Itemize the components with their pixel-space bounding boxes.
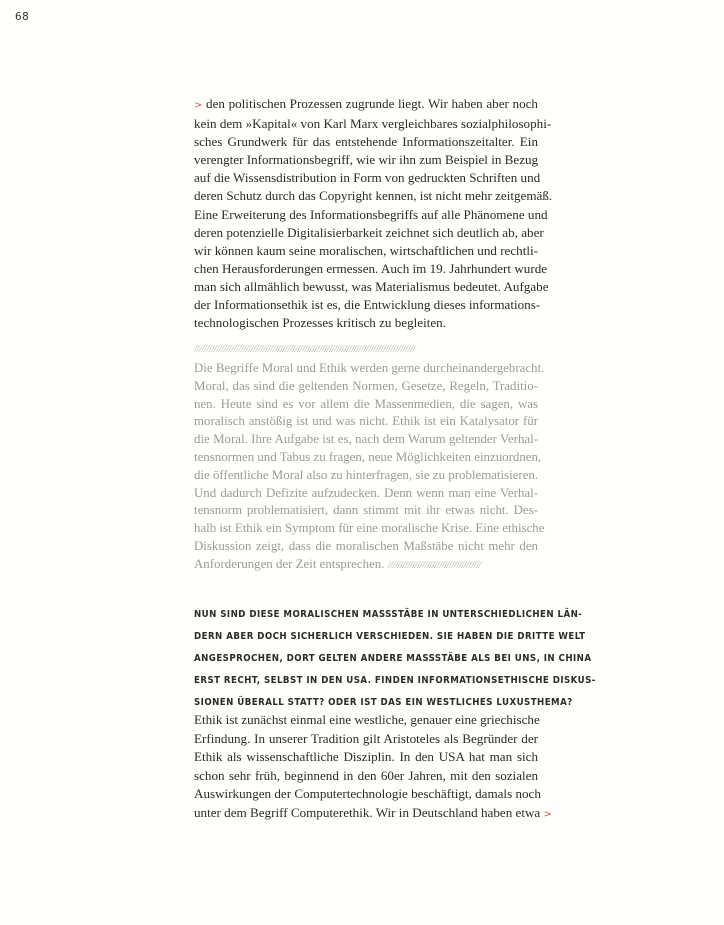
text-line: wir können kaum seine moralischen, wirtschaftlichen und rechtli- [194, 242, 538, 258]
text-line: chen Herausforderungen ermessen. Auch im 19. Jahrhundert wurde [194, 260, 548, 276]
text-line: auf die Wissensdistribution in Form von gedruckten Schriften und [194, 170, 541, 186]
text-line: schon sehr früh, beginnend in den 60er Jahren, mit den sozialen [194, 767, 538, 783]
quote-line: nen. Heute sind es vor allem die Massenmedien, die sagen, was [194, 396, 538, 411]
question-line: DERN ABER DOCH SICHERLICH VERSCHIEDEN. SIE HABEN DIE DRITTE WELT [194, 631, 586, 642]
question-line: NUN SIND DIESE MORALISCHEN MASSSTÄBE IN UNTERSCHIEDLICHEN LÄN- [194, 609, 583, 620]
quote-line [194, 556, 538, 575]
pull-quote [194, 343, 545, 575]
hatch-divider-end: ////////////////////////////////////// [387, 558, 481, 571]
text-line: kein dem »Kapital« von Karl Marx vergleichbares sozialphilosophi- [194, 116, 552, 132]
text-line: deren potenzielle Digitalisierbarkeit zeichnet sich deutlich ab, aber [194, 224, 544, 240]
continuation-arrow-icon: > [543, 808, 552, 820]
text-line-content: unter dem Begriff Computerethik. Wir in Deutschland haben etwa [194, 804, 541, 820]
text-line: Erfindung. In unserer Tradition gilt Aristoteles als Begründer der [194, 730, 538, 746]
quote-line: Diskussion zeigt, dass die moralischen Maßstäbe nicht mehr den [194, 538, 538, 553]
text-line: verengter Informationsbegriff, wie wir ihn zum Beispiel in Bezug [194, 152, 539, 168]
answer-paragraph [194, 711, 552, 825]
quote-line: die Moral. Ihre Aufgabe ist es, nach dem Warum geltender Verhal- [194, 432, 538, 447]
question-line: ANGESPROCHEN, DORT GELTEN ANDERE MASSSTÄBE ALS BEI UNS, IN CHINA [194, 653, 592, 664]
text-line: Auswirkungen der Computertechnologie beschäftigt, damals noch [194, 786, 541, 802]
quote-line: halb ist Ethik ein Symptom für eine moralische Krise. Eine ethische [194, 521, 545, 536]
text-line: Ethik ist zunächst einmal eine westliche, genauer eine griechische [194, 712, 540, 727]
text-line [194, 804, 552, 825]
text-line: man sich allmählich bewusst, was Materialismus bedeutet. Aufgabe [194, 278, 549, 294]
quote-line: tensnorm problematisiert, dann stimmt mit ihr etwas nicht. Des- [194, 503, 538, 518]
continuation-arrow-icon: > [194, 100, 203, 111]
intro-paragraph [194, 95, 553, 332]
text-line: deren Schutz durch das Copyright kennen, ist nicht mehr zeitgemäß. [194, 188, 553, 204]
quote-line: Die Begriffe Moral und Ethik werden gerne durcheinandergebracht. [194, 361, 545, 375]
text-line-content: den politischen Prozessen zugrunde liegt. Wir haben aber noch [206, 96, 538, 111]
quote-line: moralisch anstößig ist und was nicht. Ethik ist ein Katalysator für [194, 414, 538, 429]
text-line: sches Grundwerk für das entstehende Informationszeitalter. Ein [194, 134, 538, 150]
quote-line: tensnormen und Tabus zu fragen, neue Möglichkeiten einzuordnen, [194, 449, 542, 464]
quote-line-content: Anforderungen der Zeit entsprechen. [194, 556, 385, 571]
question-line: SIONEN ÜBERALL STATT? ODER IST DAS EIN WESTLICHES LUXUSTHEMA? [194, 697, 573, 708]
page-number: 68 [15, 10, 30, 23]
text-line: Eine Erweiterung des Informationsbegriffs auf alle Phänomene und [194, 206, 548, 222]
quote-line: Und dadurch Defizite aufzudecken. Denn wenn man eine Verhal- [194, 485, 538, 500]
question-line: ERST RECHT, SELBST IN DEN USA. FINDEN INFORMATIONSETHISCHE DISKUS- [194, 675, 596, 686]
text-line: der Informationsethik ist es, die Entwicklung dieses informations- [194, 297, 541, 313]
text-line [194, 95, 538, 115]
interview-question [194, 604, 596, 714]
text-line: Ethik als wissenschaftliche Disziplin. In den USA hat man sich [194, 749, 538, 765]
hatch-divider-top: ////////////////////////////////////////////////////////////////////////////////////////// [194, 343, 416, 355]
quote-line: Moral, das sind die geltenden Normen, Gesetze, Regeln, Traditio- [194, 378, 538, 393]
quote-line: die öffentliche Moral also zu hinterfragen, sie zu problematisieren. [194, 467, 539, 482]
text-line: technologischen Prozesses kritisch zu begleiten. [194, 315, 446, 331]
